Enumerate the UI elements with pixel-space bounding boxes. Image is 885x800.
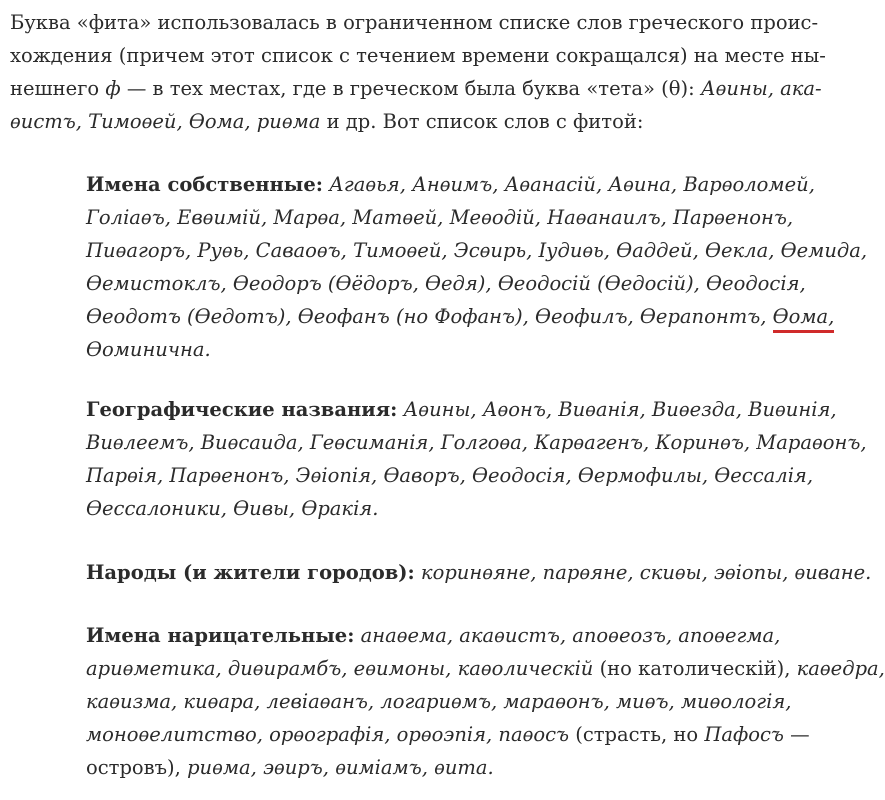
intro-paragraph [10,6,850,138]
section-label: Имена нарицательные: [86,624,355,647]
list-line [86,619,846,652]
text: католическій [638,657,777,680]
list-line [86,300,846,333]
list-line [86,234,868,267]
proper-names-block [86,168,868,366]
example-words: Аѳины, ака- [700,77,822,100]
geographic-names-block [86,393,867,525]
word-list: Парѳія, Парѳенонъ, Эѳіопія, Ѳаворъ, Ѳеодосія, Ѳермофилы, Ѳессалія, [86,464,814,487]
list-line [86,393,846,426]
list-line [86,333,846,366]
example-words: ѳистъ, Тимоѳей, Ѳома, риѳма [10,110,321,133]
list-line [86,652,885,685]
word-list: Ѳемистоклъ, Ѳеодоръ (Ѳёдоръ, Ѳедя), Ѳеодосій (Ѳедосій), Ѳеодосія, [86,272,806,295]
text: нешнего [10,77,106,100]
intro-line [10,6,850,39]
list-line [86,492,846,525]
word-list: Ѳессалоники, Ѳивы, Ѳракія. [86,497,379,520]
word-list: анаѳема, акаѳистъ, апоѳеозъ, апоѳегма, [354,624,781,647]
word-list: моноѳелитство, орѳографія, орѳоэпія, паѳосъ [86,723,570,746]
word-list: каѳедра, [796,657,885,680]
text: хождения (причем этот список с течением времени сокращался) на месте ны- [10,44,826,67]
word-list: риѳма, эѳиръ, ѳиміамъ, ѳита. [187,756,494,779]
list-line [86,751,846,784]
peoples-block [86,556,872,589]
word-list: Пиѳагоръ, Руѳь, Саваоѳъ, Тимоѳей, Эсѳирь, Іудиѳь, Ѳаддей, Ѳекла, Ѳемида, [86,239,868,262]
list-line [86,426,867,459]
text: (но [593,657,639,680]
section-label: Народы (и жители городов): [86,561,415,584]
text: островъ), [86,756,188,779]
list-line [86,685,846,718]
word-list: Аѳины, Аѳонъ, Виѳанія, Виѳезда, Виѳинія, [397,398,837,421]
text: Буква «фита» использовалась в ограниченном списке слов греческого проис- [10,11,819,34]
word-list: каѳизма, киѳара, левіаѳанъ, логариѳмъ, мараѳонъ, миѳъ, миѳологія, [86,690,792,713]
text: ), [776,657,797,680]
word-list: ариѳметика, диѳирамбъ, еѳимоны, каѳолическій [86,657,594,680]
word-list: Ѳеодотъ (Ѳедотъ), Ѳеофанъ (но Фофанъ), Ѳеофилъ, Ѳерапонтъ, [86,305,773,328]
text: — в тех местах, где в греческом была буква «тета» (θ): [120,77,701,100]
list-line [86,168,846,201]
word-list: Голіаѳъ, Евѳимій, Марѳа, Матѳей, Меѳодій, Наѳанаилъ, Парѳенонъ, [86,206,794,229]
list-line [86,267,846,300]
section-label: Географические названия: [86,398,398,421]
intro-line [10,72,850,105]
common-nouns-block [86,619,885,784]
list-line [86,556,872,589]
word-list: Ѳоминична. [86,338,211,361]
text: и др. Вот список слов с фитой: [320,110,644,133]
word-list: Пафосъ [704,723,784,746]
text: — [783,723,810,746]
underlined-word: Ѳома, [773,305,835,333]
word-list: коринѳяне, парѳяне, скиѳы, эѳіопы, ѳиване. [414,561,872,584]
word-list: Виѳлеемъ, Виѳсаида, Геѳсиманія, Голгоѳа, Карѳагенъ, Коринѳъ, Мараѳонъ, [86,431,867,454]
letter-f: ф [105,77,121,100]
text: (страсть, но [569,723,705,746]
intro-line [10,105,850,138]
intro-line [10,39,850,72]
list-line [86,718,846,751]
word-list: Агаѳья, Анѳимъ, Аѳанасій, Аѳина, Варѳоломей, [322,173,815,196]
list-line [86,459,846,492]
section-label: Имена собственные: [86,173,323,196]
list-line [86,201,846,234]
